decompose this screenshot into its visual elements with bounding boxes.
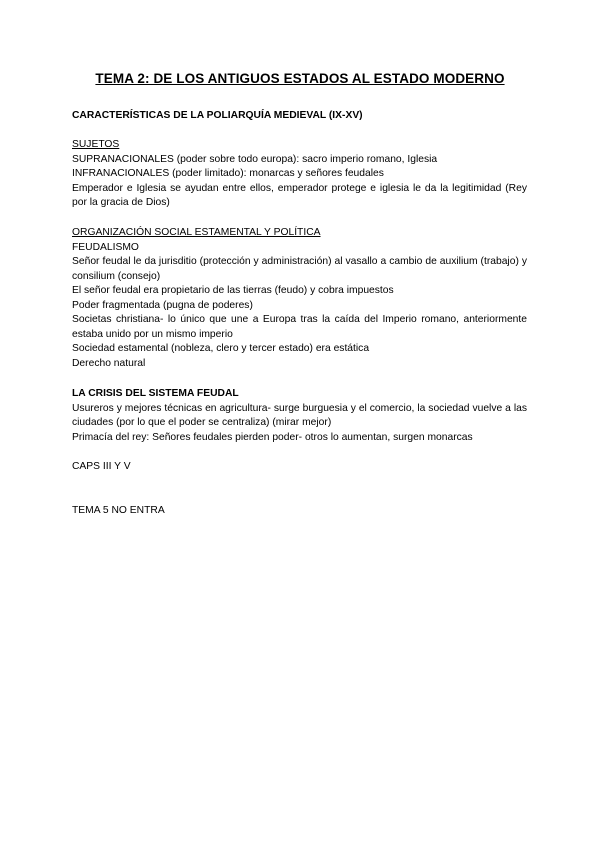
note-tema5 — [72, 504, 527, 519]
note-text: CAPS III Y V — [72, 461, 131, 472]
section-heading-text: CARACTERÍSTICAS DE LA POLIARQUÍA MEDIEVAL (IX-XV) — [72, 110, 363, 121]
organizacion-paragraph: Societas christiana- lo único que une a Europa tras la caída del Imperio romano, anteriormente estaba unido por un mismo imperio — [72, 314, 527, 340]
organizacion-line: FEUDALISMO — [72, 241, 139, 253]
crisis-heading: LA CRISIS DEL SISTEMA FEUDAL — [72, 388, 239, 399]
organizacion-line: Sociedad estamental (nobleza, clero y tercer estado) era estática — [72, 343, 370, 354]
note-caps — [72, 460, 527, 475]
sujetos-block — [72, 138, 527, 211]
organizacion-paragraph: Señor feudal le da jurisditio (protección y administración) al vasallo a cambio de auxilium (trabajo) y consilium (consejo) — [72, 256, 527, 282]
organizacion-line: Poder fragmentada (pugna de poderes) — [72, 299, 253, 311]
sujetos-line: INFRANACIONALES (poder limitado): monarcas y señores feudales — [72, 168, 384, 179]
organizacion-block — [72, 226, 527, 371]
organizacion-line: Derecho natural — [72, 357, 146, 369]
section-heading-poliarquia — [72, 109, 527, 124]
note-text: TEMA 5 NO ENTRA — [72, 505, 165, 516]
organizacion-heading: ORGANIZACIÓN SOCIAL ESTAMENTAL Y POLÍTICA — [72, 227, 321, 238]
crisis-line: Primacía del rey: Señores feudales pierden poder- otros lo aumentan, surgen monarcas — [72, 431, 473, 443]
sujetos-heading: SUJETOS — [72, 139, 120, 150]
sujetos-paragraph: Emperador e Iglesia se ayudan entre ellos, emperador protege e iglesia le da la legitimidad (Rey por la gracia de Dios) — [72, 182, 527, 208]
crisis-block — [72, 387, 527, 445]
organizacion-line: El señor feudal era propietario de las tierras (feudo) y cobra impuestos — [72, 285, 394, 296]
document-title: TEMA 2: DE LOS ANTIGUOS ESTADOS AL ESTADO MODERNO — [95, 71, 505, 86]
sujetos-line: SUPRANACIONALES (poder sobre todo europa): sacro imperio romano, Iglesia — [72, 153, 438, 165]
crisis-paragraph: Usureros y mejores técnicas en agricultura- surge burguesia y el comercio, la sociedad vuelve a las ciudades (por lo que el poder se centraliza) (mirar mejor) — [72, 402, 527, 428]
